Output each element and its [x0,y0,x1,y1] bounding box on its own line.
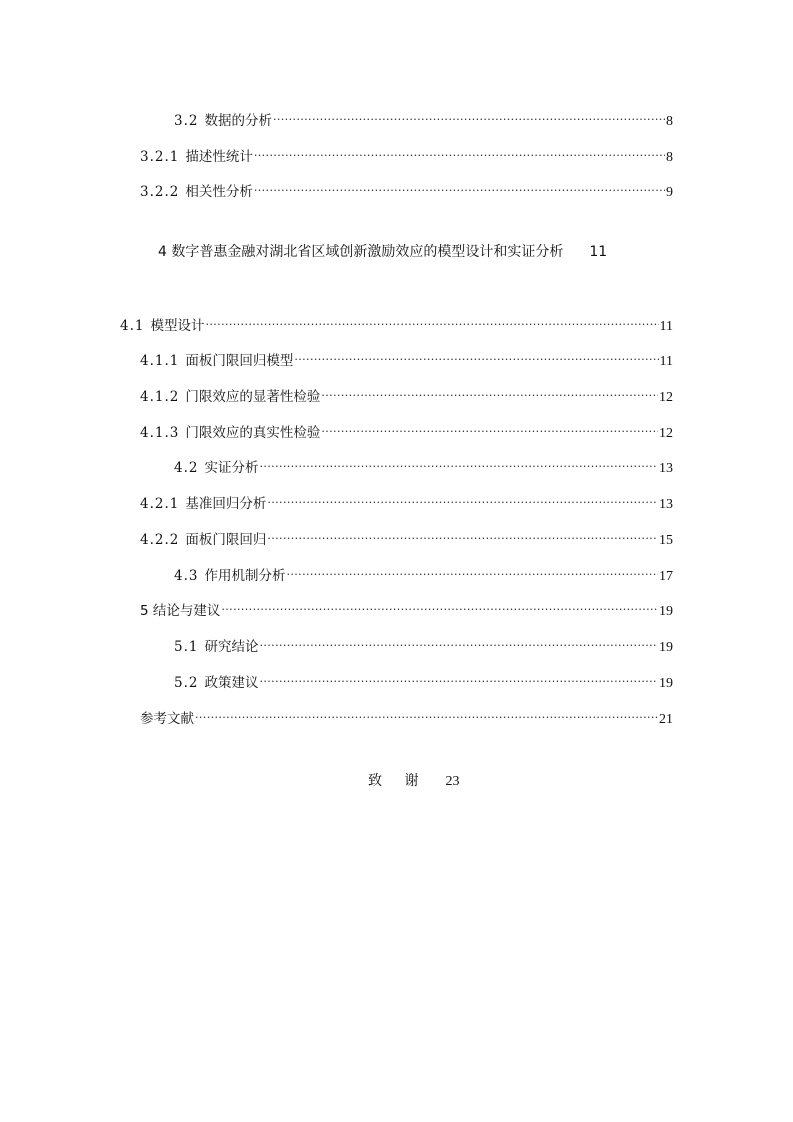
toc-entry-number: 4.1.2 [140,389,180,405]
toc-entry-page: 11 [659,354,673,369]
toc-chapter-4[interactable] [158,241,607,263]
toc-entry-number: 5.2 [174,675,199,691]
toc-entry-title: 模型设计 [150,318,205,334]
toc-entry-title: 作用机制分析 [204,568,286,584]
toc-chapter-page: 11 [589,244,608,260]
toc-entry-page: 19 [659,676,673,691]
toc-entry-4-1-3[interactable] [140,417,673,441]
toc-entry-title: 致 谢 [368,773,428,789]
toc-chapter-title: 4 数字普惠金融对湖北省区域创新激励效应的模型设计和实证分析 [158,244,564,260]
toc-entry-title: 门限效应的真实性检验 [185,425,321,441]
dot-leader [294,345,658,365]
toc-entry-number: 3.2.1 [140,149,180,165]
toc-entry-page: 8 [666,150,673,165]
toc-entry-title: 数据的分析 [204,113,272,129]
dot-leader [205,310,658,330]
toc-entry-title: 描述性统计 [185,149,253,165]
dot-leader [221,595,658,615]
toc-entry-number: 4.2 [174,460,199,476]
toc-entry-3-2[interactable] [174,105,673,129]
toc-entry-4-1-1[interactable] [140,345,673,369]
dot-leader [195,703,658,723]
toc-entry-4-1[interactable] [120,310,673,334]
toc-entry-page: 17 [659,569,673,584]
toc-entry-number: 4.1.3 [140,425,180,441]
toc-entry-page: 13 [659,461,673,476]
toc-entry-3-2-1[interactable] [140,141,673,165]
dot-leader [259,452,658,472]
toc-entry-title: 参考文献 [140,711,194,727]
toc-entry-title: 面板门限回归模型 [185,353,294,369]
toc-entry-page: 9 [666,185,673,200]
dot-leader [259,631,658,651]
dot-leader [259,667,658,687]
toc-entry-title: 相关性分析 [185,184,253,200]
toc-chapter-page: 19 [659,604,673,619]
dot-leader [267,488,658,508]
toc-entry-5-2[interactable] [174,667,673,691]
toc-entry-title: 研究结论 [204,639,259,655]
toc-entry-title: 门限效应的显著性检验 [185,389,321,405]
toc-entry-number: 4.1 [120,318,145,334]
toc-entry-4-1-2[interactable] [140,381,673,405]
toc-entry-page: 12 [659,390,673,405]
toc-entry-title: 政策建议 [204,675,259,691]
toc-entry-number: 4.2.1 [140,496,180,512]
toc-entry-page: 13 [659,497,673,512]
toc-entry-page: 11 [659,319,673,334]
dot-leader [321,417,658,437]
toc-entry-page: 21 [659,712,673,727]
toc-references[interactable] [140,703,673,727]
toc-entry-page: 23 [445,774,460,789]
toc-entry-title: 面板门限回归 [185,532,267,548]
toc-entry-title: 基准回归分析 [185,496,267,512]
toc-entry-page: 12 [659,426,673,441]
toc-entry-5-1[interactable] [174,631,673,655]
dot-leader [286,560,658,580]
dot-leader [321,381,658,401]
toc-entry-title: 实证分析 [204,460,259,476]
toc-entry-4-2-2[interactable] [140,524,673,548]
dot-leader [254,176,665,196]
toc-entry-page: 8 [666,114,673,129]
toc-entry-number: 4.2.2 [140,532,180,548]
toc-entry-number: 3.2.2 [140,184,180,200]
toc-entry-page: 15 [659,533,673,548]
toc-acknowledgements[interactable] [368,770,459,792]
toc-entry-page: 19 [659,640,673,655]
dot-leader [273,105,665,125]
dot-leader [267,524,658,544]
toc-chapter-title: 5 结论与建议 [140,603,221,619]
dot-leader [254,141,665,161]
toc-entry-4-2-1[interactable] [140,488,673,512]
toc-chapter-5[interactable] [140,595,673,619]
toc-entry-number: 4.3 [174,568,199,584]
toc-entry-4-3[interactable] [174,560,673,584]
toc-entry-number: 3.2 [174,113,199,129]
toc-entry-number: 4.1.1 [140,353,180,369]
toc-entry-number: 5.1 [174,639,199,655]
toc-entry-3-2-2[interactable] [140,176,673,200]
toc-entry-4-2[interactable] [174,452,673,476]
